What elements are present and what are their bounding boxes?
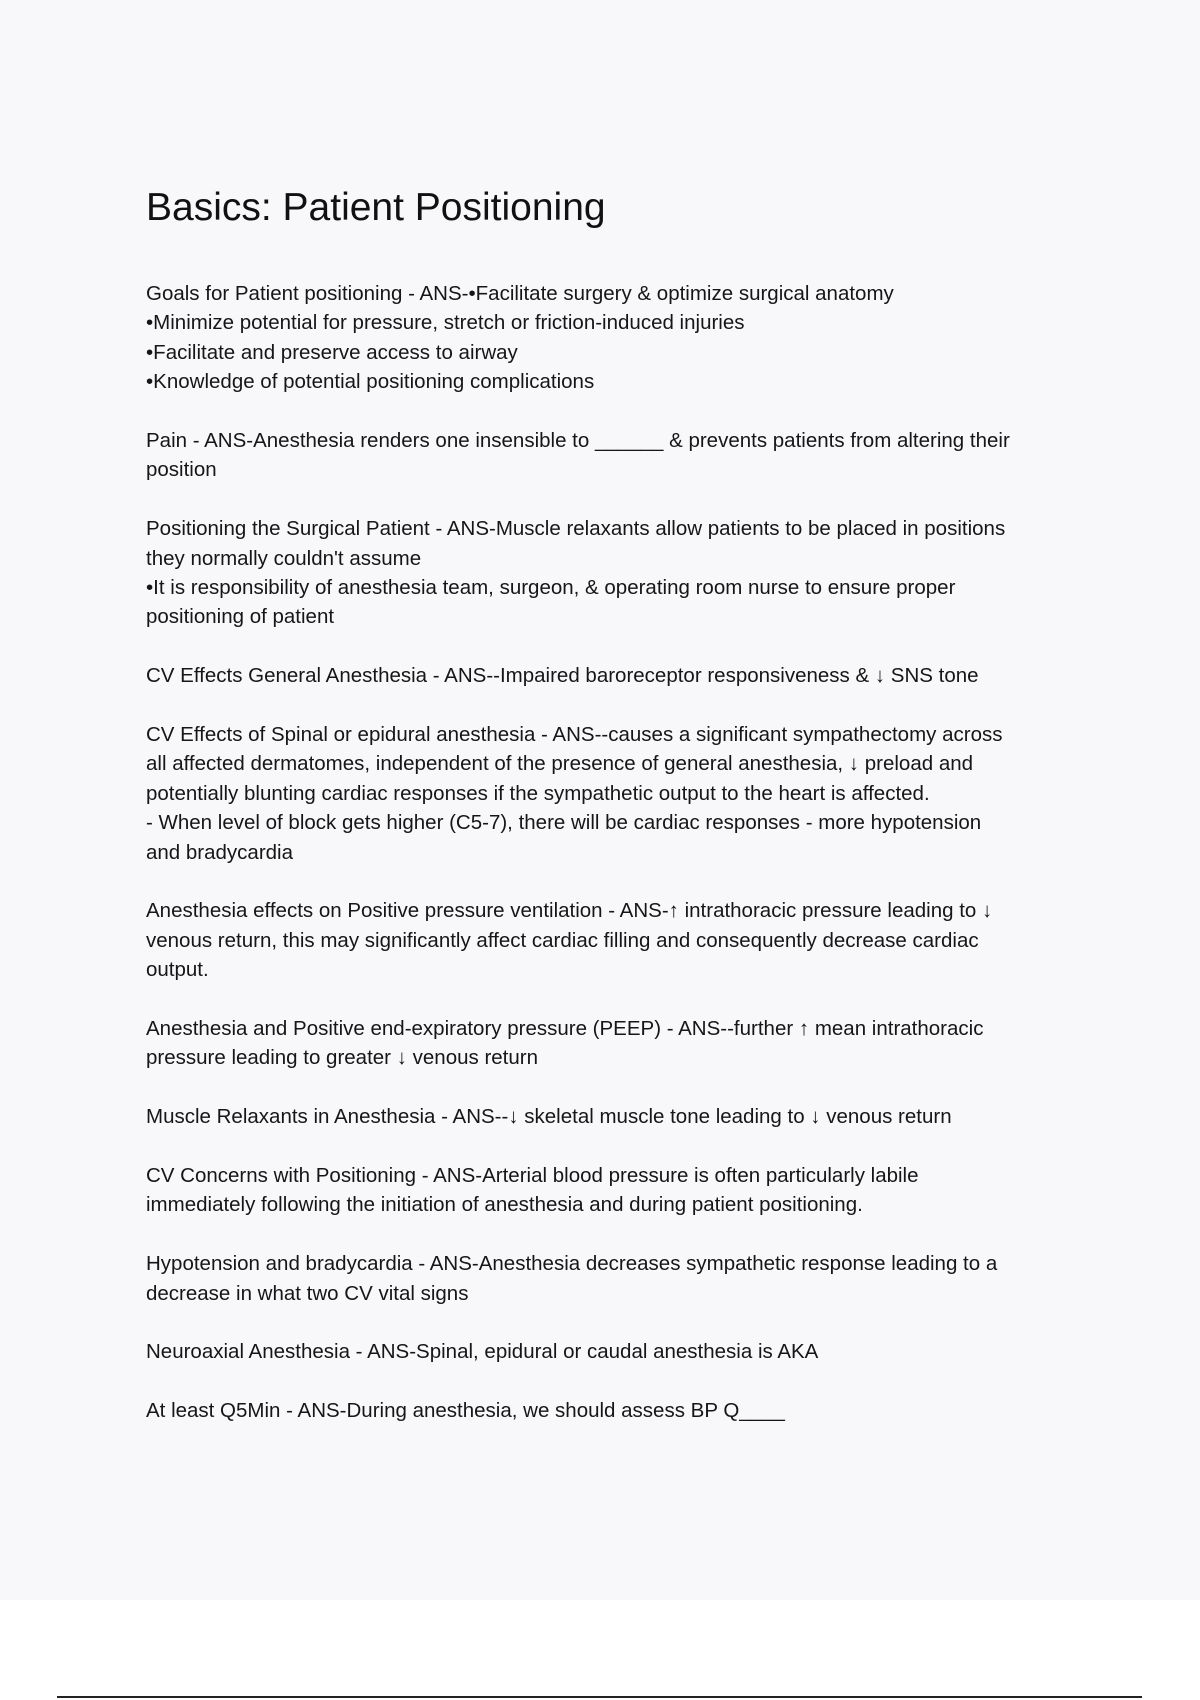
entry-line: •Minimize potential for pressure, stretch or friction-induced injuries <box>146 311 745 335</box>
flashcard-entry <box>146 1014 1096 1073</box>
flashcard-entry <box>146 1337 1096 1366</box>
entry-line: - When level of block gets higher (C5-7), there will be cardiac responses - more hypotension <box>146 811 982 835</box>
entry-line: CV Effects of Spinal or epidural anesthesia - ANS--causes a significant sympathectomy across <box>146 723 1003 747</box>
entry-line: CV Effects General Anesthesia - ANS--Impaired baroreceptor responsiveness & ↓ SNS tone <box>146 664 979 688</box>
entry-line: Anesthesia effects on Positive pressure ventilation - ANS-↑ intrathoracic pressure leading to ↓ <box>146 899 993 923</box>
entry-line: Anesthesia and Positive end-expiratory pressure (PEEP) - ANS--further ↑ mean intrathoracic <box>146 1017 984 1041</box>
entry-line: Hypotension and bradycardia - ANS-Anesthesia decreases sympathetic response leading to a <box>146 1252 998 1276</box>
entry-line: all affected dermatomes, independent of the presence of general anesthesia, ↓ preload and <box>146 752 974 776</box>
entry-line: potentially blunting cardiac responses if the sympathetic output to the heart is affected. <box>146 781 930 805</box>
entry-line: they normally couldn't assume <box>146 546 422 570</box>
entry-line: CV Concerns with Positioning - ANS-Arterial blood pressure is often particularly labile <box>146 1164 919 1188</box>
entry-line: Positioning the Surgical Patient - ANS-Muscle relaxants allow patients to be placed in positions <box>146 517 1006 541</box>
entry-line: output. <box>146 958 209 982</box>
flashcard-entry <box>146 896 1096 984</box>
flashcard-entry <box>146 1249 1096 1308</box>
footer-divider <box>57 1696 1142 1698</box>
entry-line: Muscle Relaxants in Anesthesia - ANS--↓ skeletal muscle tone leading to ↓ venous return <box>146 1105 952 1129</box>
entry-line: Goals for Patient positioning - ANS-•Facilitate surgery & optimize surgical anatomy <box>146 282 894 305</box>
flashcard-entry <box>146 514 1096 632</box>
entry-line: and bradycardia <box>146 840 294 864</box>
entry-line: Neuroaxial Anesthesia - ANS-Spinal, epidural or caudal anesthesia is AKA <box>146 1340 819 1364</box>
flashcard-entry <box>146 1161 1096 1220</box>
entry-line: venous return, this may significantly affect cardiac filling and consequently decrease cardiac <box>146 928 979 952</box>
entry-line: pressure leading to greater ↓ venous return <box>146 1046 539 1070</box>
entry-line: •Knowledge of potential positioning complications <box>146 370 595 394</box>
flashcard-entry <box>146 279 1096 397</box>
flashcard-entry <box>146 1396 1096 1425</box>
entry-line: position <box>146 458 217 482</box>
flashcard-list <box>146 279 1096 1455</box>
entry-line: •Facilitate and preserve access to airway <box>146 340 518 364</box>
entry-line: immediately following the initiation of anesthesia and during patient positioning. <box>146 1193 863 1217</box>
flashcard-entry <box>146 661 1096 690</box>
flashcard-entry <box>146 1102 1096 1131</box>
flashcard-entry <box>146 426 1096 485</box>
entry-line: decrease in what two CV vital signs <box>146 1281 469 1305</box>
page-title: Basics: Patient Positioning <box>146 186 606 229</box>
entry-line: At least Q5Min - ANS-During anesthesia, we should assess BP Q____ <box>146 1399 785 1423</box>
flashcard-entry <box>146 720 1096 867</box>
entry-line: Pain - ANS-Anesthesia renders one insensible to ______ & prevents patients from altering their <box>146 429 1010 453</box>
entry-line: positioning of patient <box>146 605 335 629</box>
entry-line: •It is responsibility of anesthesia team, surgeon, & operating room nurse to ensure proper <box>146 576 956 600</box>
